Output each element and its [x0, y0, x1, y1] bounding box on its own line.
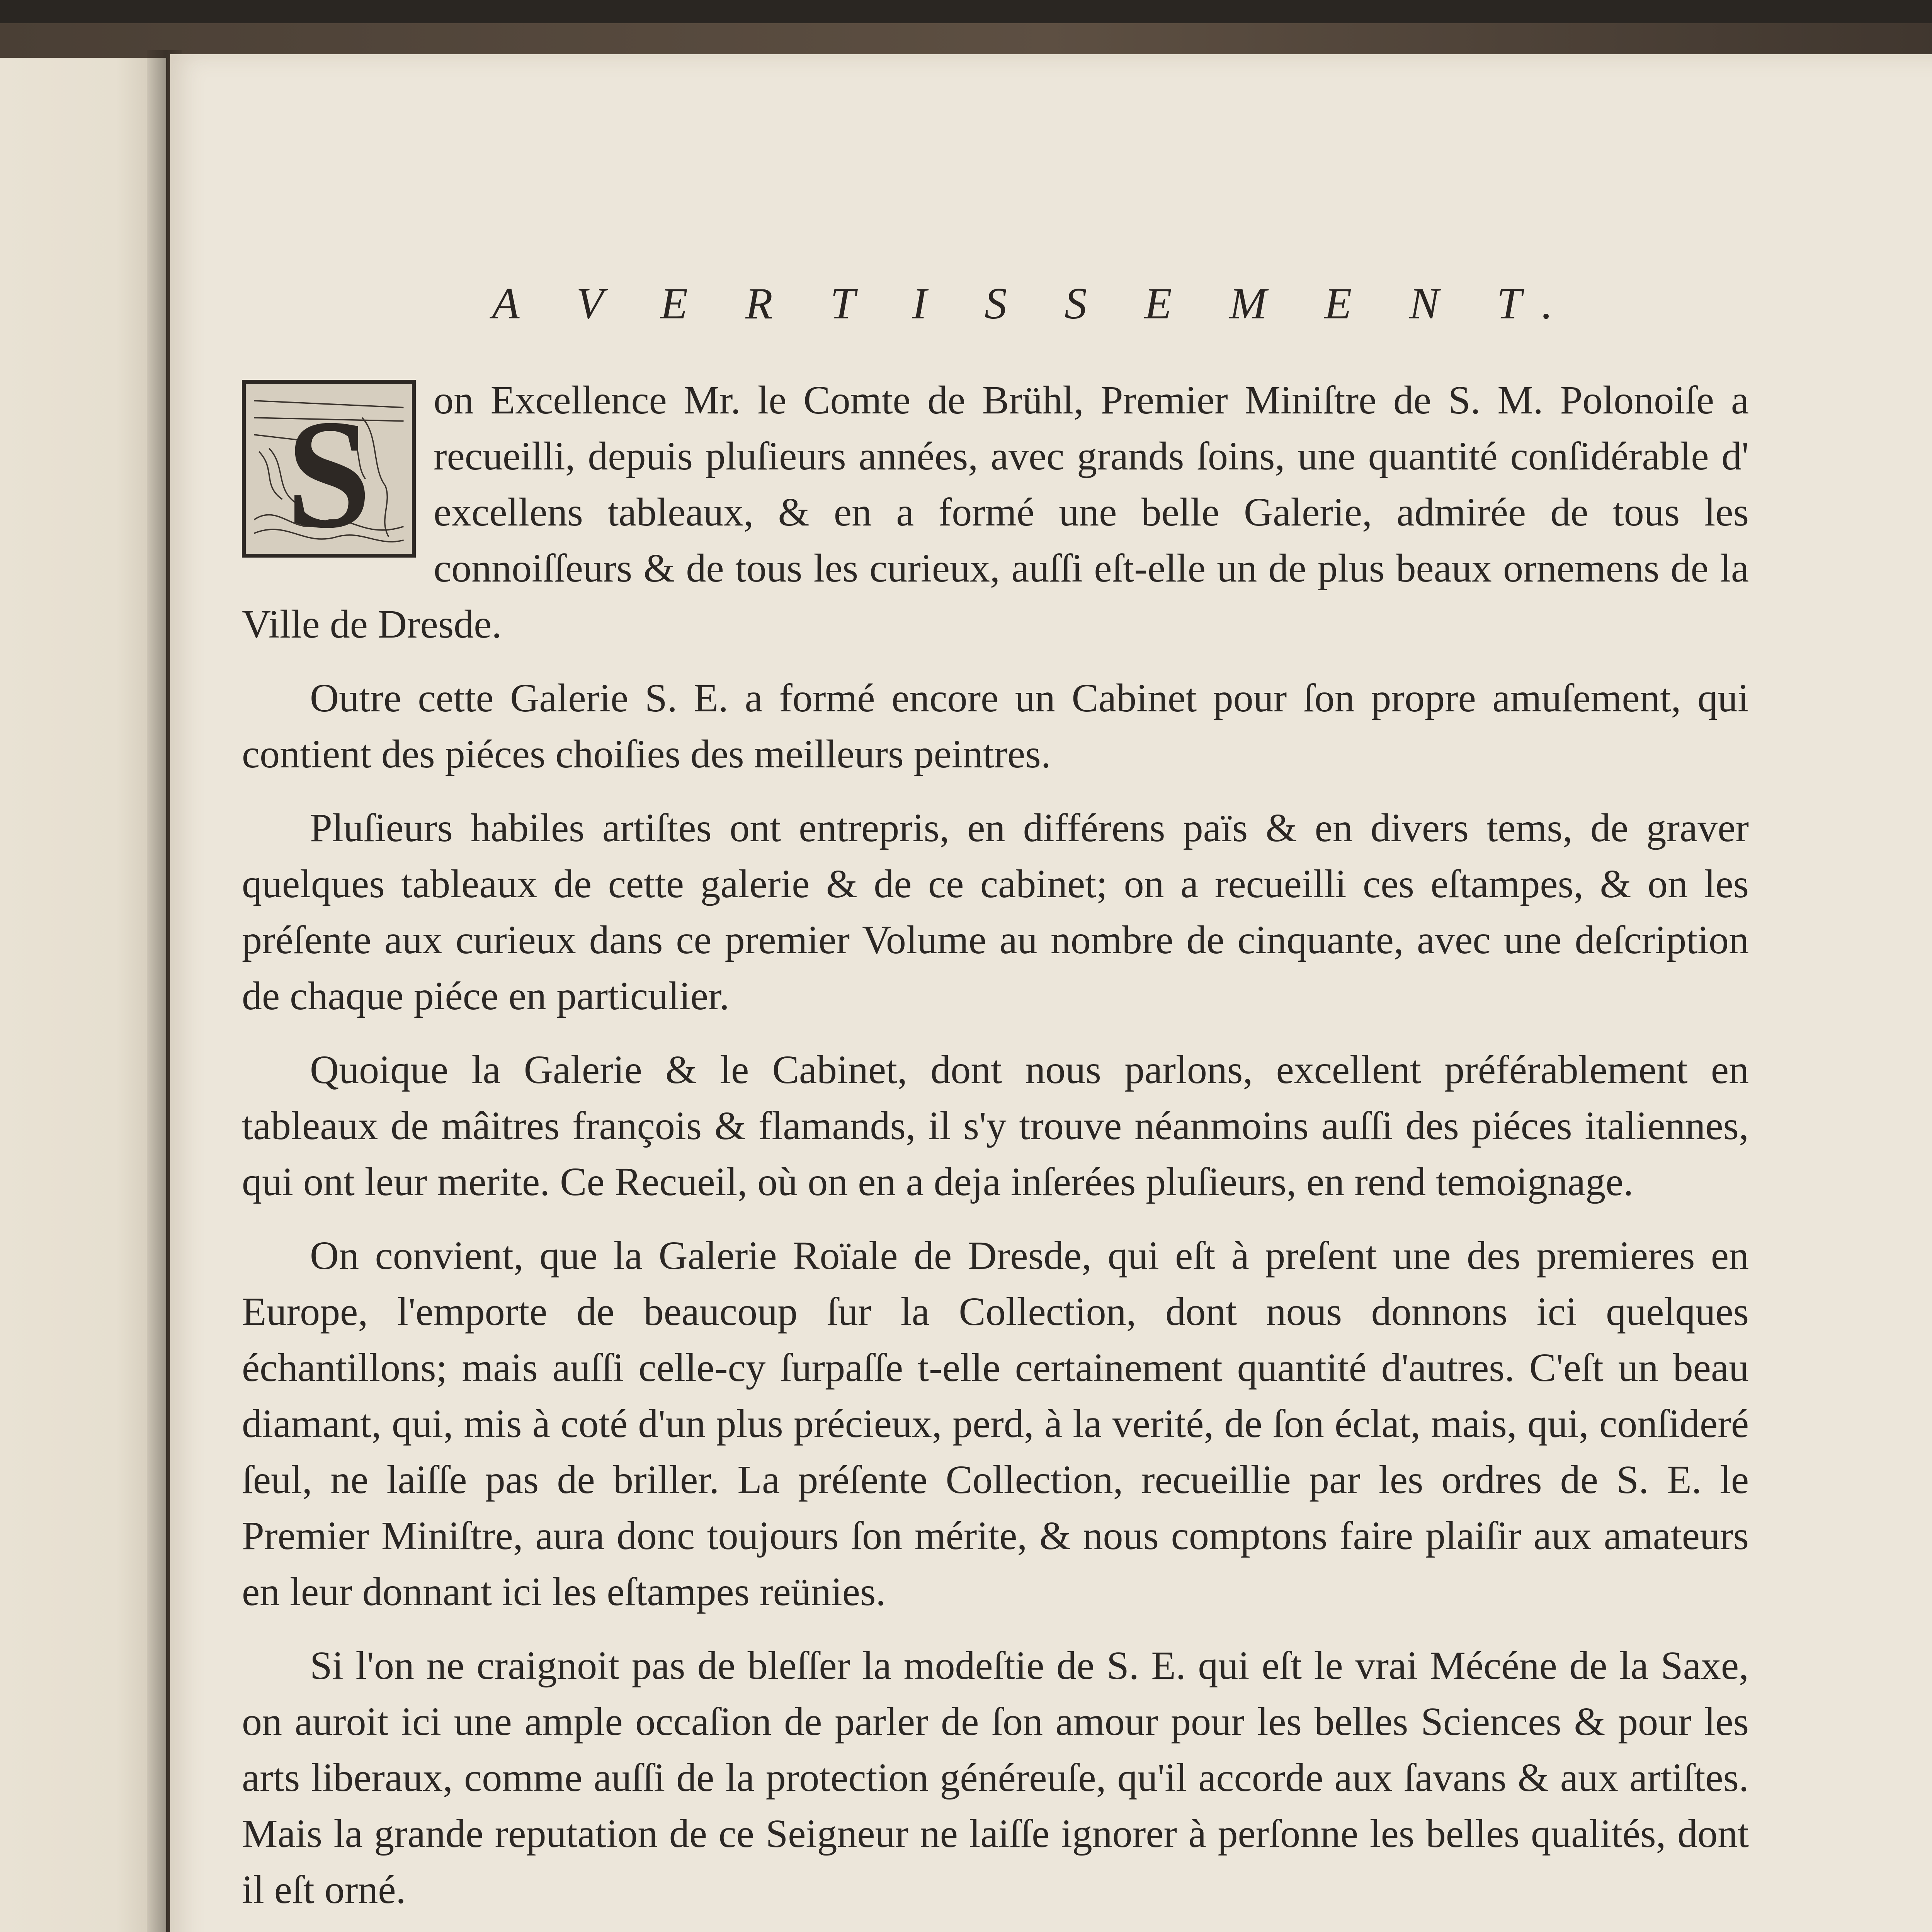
paragraph-1 — [242, 372, 1749, 652]
paragraph-2: Outre cette Galerie S. E. a formé encore un Cabinet pour ſon propre amuſement, qui contient des piéces choiſies des meilleurs peintres. — [242, 676, 1749, 776]
page-title: A V E R T I S S E M E N T. — [492, 279, 1576, 328]
paragraph-6: Si l'on ne craignoit pas de bleſſer la modeſtie de S. E. qui eſt le vrai Mécéne de la Saxe, on auroit ici une ample occaſion de parler de ſon amour pour les belles Sciences & pour les arts liberaux, comme auſſi de la protection généreuſe, qu'il accorde aux ſavans & aux artiſtes. Mais la grande reputation de ce Seigneur ne laiſſe ignorer à perſonne les belles qualités, dont il eſt orné. — [242, 1643, 1749, 1912]
page-content — [242, 278, 1749, 1932]
facing-page — [0, 58, 166, 1932]
svg-text:S: S — [286, 387, 372, 554]
paragraph-4: Quoique la Galerie & le Cabinet, dont nous parlons, excellent préférablement en tableaux de mâitres françois & flamands, il s'y trouve néanmoins auſſi des piéces italiennes, qui ont leur merite. Ce Recueil, où on en a deja inſerées pluſieurs, en rend temoignage. — [242, 1048, 1749, 1204]
paragraph-5: On convient, que la Galerie Roïale de Dresde, qui eſt à preſent une des premieres en Europe, l'emporte de beaucoup ſur la Collection, dont nous donnons ici quelques échantillons; mais auſſi celle-cy ſurpaſſe t-elle certainement quantité d'autres. C'eſt un beau diamant, qui, mis à coté d'un plus précieux, perd, à la verité, de ſon éclat, mais, qui, conſideré ſeul, ne laiſſe pas de briller. La préſente Collection, recueillie par les ordres de S. E. le Premier Miniſtre, aura donc toujours ſon mérite, & nous comptons faire plaiſir aux amateurs en leur donnant ici les eſtampes reünies. — [242, 1233, 1749, 1614]
paragraph-1-text: on Excellence Mr. le Comte de Brühl, Premier Miniſtre de S. M. Polonoiſe a recueilli, depuis pluſieurs années, avec grands ſoins, une quantité conſidérable d' excellens tableaux, & en a formé une belle Galerie, admirée de tous les connoiſſeurs & de tous les curieux, auſſi eſt-elle un de plus beaux ornemens de la Ville de Dresde. — [242, 378, 1749, 646]
paragraph-3: Pluſieurs habiles artiſtes ont entrepris, en différens païs & en divers tems, de graver quelques tableaux de cette galerie & de ce cabinet; on a recueilli ces eſtampes, & on les préſente aux curieux dans ce premier Volume au nombre de cinquante, avec une deſcription de chaque piéce en particulier. — [242, 806, 1749, 1018]
decorated-initial-icon — [242, 380, 416, 558]
